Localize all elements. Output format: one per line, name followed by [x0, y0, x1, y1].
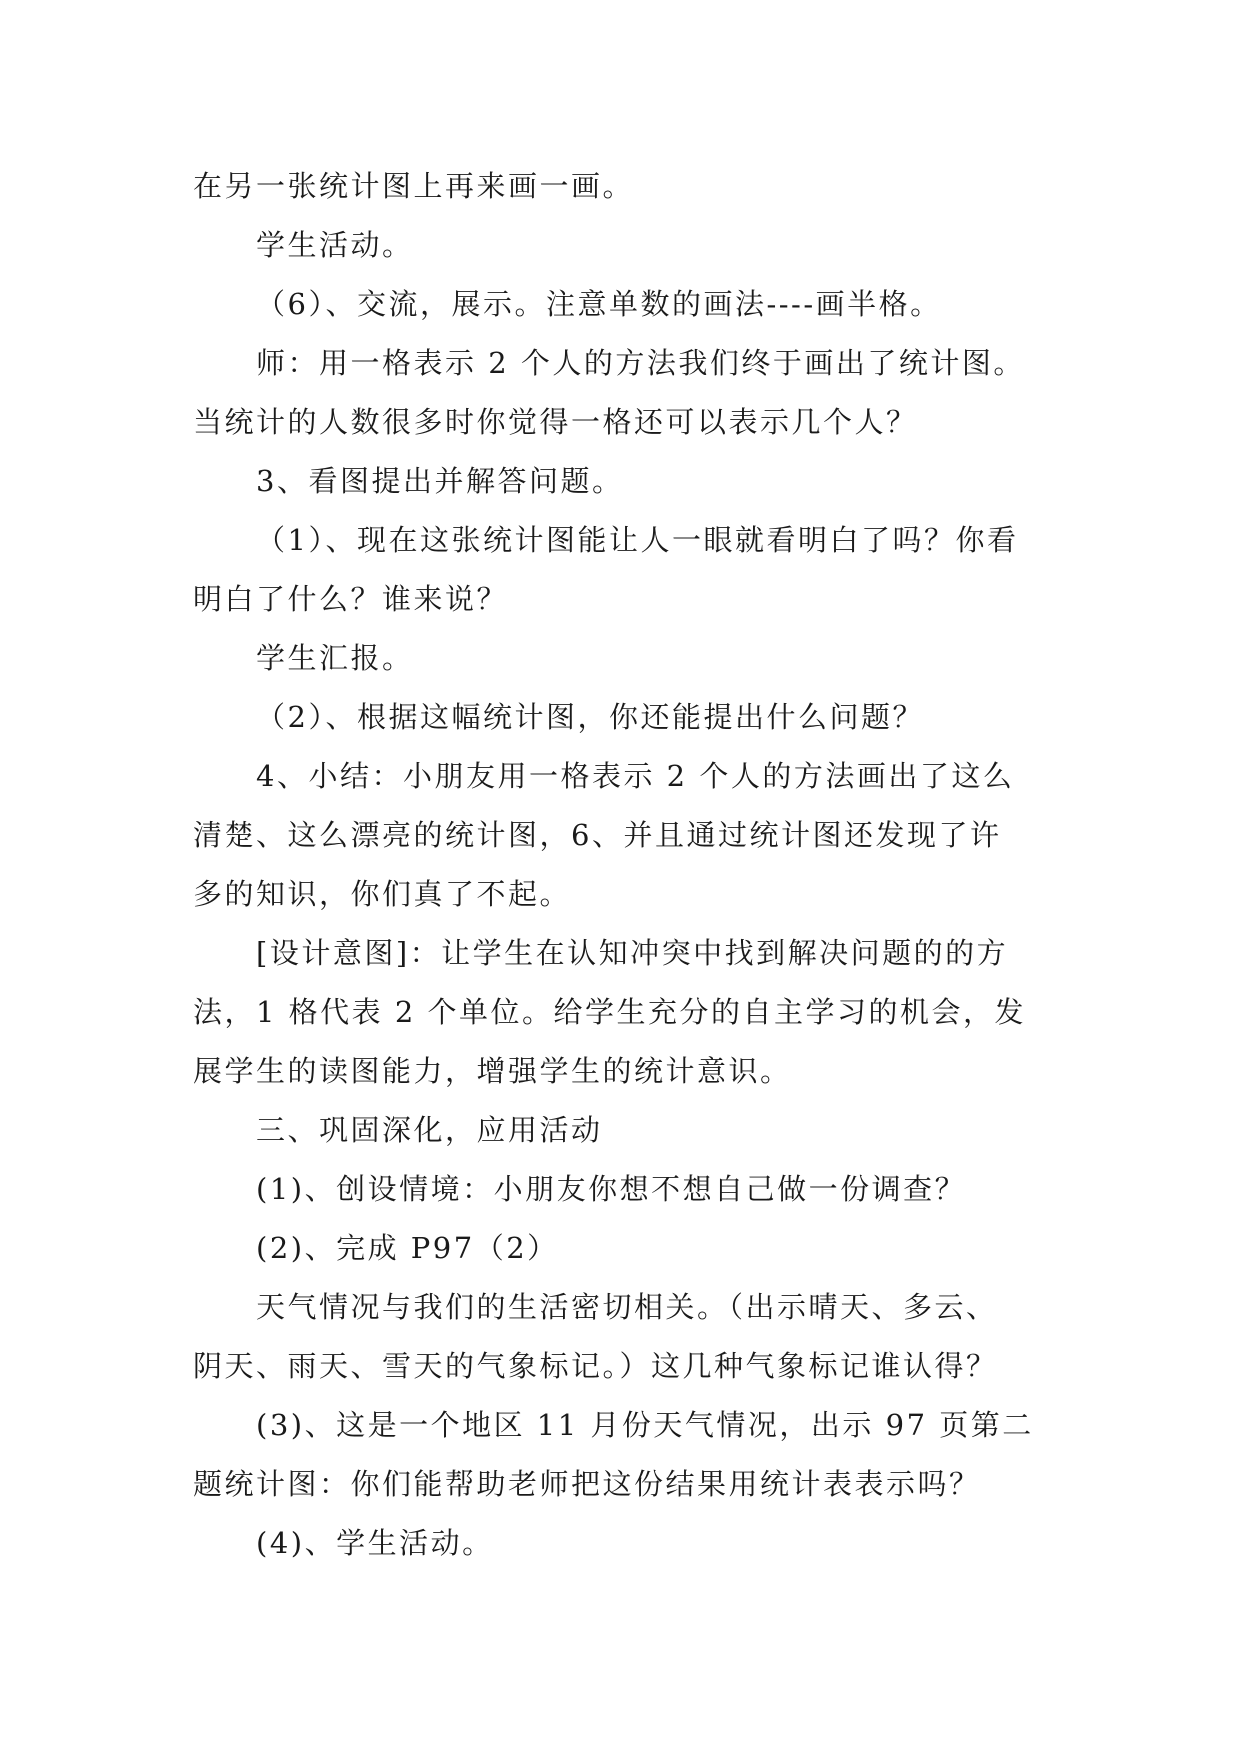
text-line: (4)、学生活动。: [256, 1526, 494, 1560]
text-line: (1)、创设情境：小朋友你想不想自己做一份调查？: [256, 1172, 967, 1206]
text-line: 学生汇报。: [256, 641, 414, 675]
text-line: 展学生的读图能力，增强学生的统计意识。: [193, 1054, 792, 1088]
text-line: 当统计的人数很多时你觉得一格还可以表示几个人？: [193, 405, 918, 439]
text-line: (2)、完成 P97（2）: [256, 1231, 559, 1265]
text-line: 题统计图：你们能帮助老师把这份结果用统计表表示吗？: [193, 1467, 981, 1501]
text-line: 阴天、雨天、雪天的气象标记。）这几种气象标记谁认得？: [193, 1349, 998, 1383]
text-line: 法，1 格代表 2 个单位。给学生充分的自主学习的机会，发: [193, 995, 1027, 1029]
text-line: (3)、这是一个地区 11 月份天气情况，出示 97 页第二: [256, 1408, 1034, 1442]
text-line: 3、看图提出并解答问题。: [256, 464, 624, 498]
text-line: 4、小结：小朋友用一格表示 2 个人的方法画出了这么: [256, 759, 1015, 793]
text-line: [设计意图]：让学生在认知冲突中找到解决问题的的方: [256, 936, 1009, 970]
text-line: （1）、现在这张统计图能让人一眼就看明白了吗？你看: [256, 523, 1019, 557]
text-line: 多的知识，你们真了不起。: [193, 877, 572, 911]
text-line: （6）、交流，展示。注意单数的画法----画半格。: [256, 287, 942, 321]
text-line: 师：用一格表示 2 个人的方法我们终于画出了统计图。: [256, 346, 1025, 380]
text-line: 天气情况与我们的生活密切相关。（出示晴天、多云、: [256, 1290, 998, 1324]
text-line: 在另一张统计图上再来画一画。: [193, 169, 635, 203]
text-line: 明白了什么？谁来说？: [193, 582, 509, 616]
text-line: 学生活动。: [256, 228, 414, 262]
text-line: 三、巩固深化，应用活动: [256, 1113, 603, 1147]
text-line: （2）、根据这幅统计图，你还能提出什么问题？: [256, 700, 924, 734]
text-line: 清楚、这么漂亮的统计图，6、并且通过统计图还发现了许: [193, 818, 1002, 852]
